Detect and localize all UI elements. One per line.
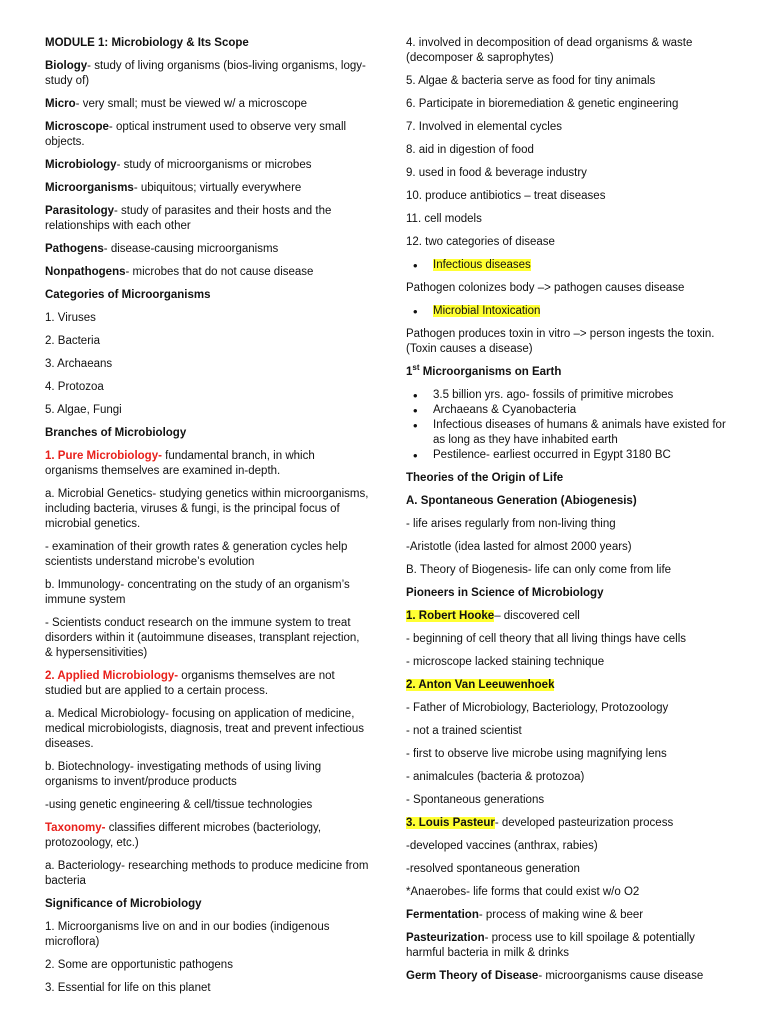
section-heading: Pioneers in Science of Microbiology <box>406 587 604 599</box>
list-item: 4. involved in decomposition of dead organisms & waste (decomposer & saprophytes) <box>406 37 693 64</box>
paragraph: B. Theory of Biogenesis- life can only come from life <box>406 564 672 576</box>
section-heading: Categories of Microorganisms <box>45 289 211 301</box>
paragraph: - animalcules (bacteria & protozoa) <box>406 771 585 783</box>
bullet-item: • Infectious diseases of humans & animals have existed for as long as they have inhabited earth <box>433 418 734 448</box>
term: Nonpathogens <box>45 266 126 278</box>
list-item: 8. aid in digestion of food <box>406 144 534 156</box>
definition <box>406 908 734 923</box>
module-title: MODULE 1: Microbiology & Its Scope <box>45 37 249 49</box>
bullet-item <box>433 258 734 273</box>
definition <box>406 969 734 984</box>
term: Microscope <box>45 121 109 133</box>
definition-text: - study of microorganisms or microbes <box>116 159 312 171</box>
paragraph: - Father of Microbiology, Bacteriology, Protozoology <box>406 702 669 714</box>
bullet-item: • 3.5 billion yrs. ago- fossils of primitive microbes <box>433 388 734 403</box>
term: Pathogens <box>45 243 104 255</box>
paragraph: - life arises regularly from non-living thing <box>406 518 616 530</box>
highlighted-label: Infectious diseases <box>433 259 531 271</box>
definition-text: - process of making wine & beer <box>478 909 644 921</box>
definition-text: - microbes that do not cause disease <box>125 266 314 278</box>
paragraph: -using genetic engineering & cell/tissue technologies <box>45 799 313 811</box>
list-item: 12. two categories of disease <box>406 236 555 248</box>
paragraph: Pathogen colonizes body –> pathogen causes disease <box>406 282 685 294</box>
section-heading: Theories of the Origin of Life <box>406 472 564 484</box>
definition <box>45 59 370 89</box>
definition-text: - process use to kill spoilage & potentially harmful bacteria in milk & drinks <box>406 932 695 959</box>
pioneer-heading <box>406 609 734 624</box>
branch-definition <box>45 669 370 699</box>
term: Parasitology <box>45 205 115 217</box>
list-item: 7. Involved in elemental cycles <box>406 121 562 133</box>
section-heading <box>406 365 734 380</box>
bullet-item: • Archaeans & Cyanobacteria <box>433 403 734 418</box>
paragraph: - microscope lacked staining technique <box>406 656 605 668</box>
branch-definition <box>45 821 370 851</box>
superscript: st <box>412 363 420 373</box>
bullet-item: • Pestilence- earliest occurred in Egypt 3180 BC <box>433 448 734 463</box>
definition-text: - optical instrument used to observe very small objects. <box>45 121 347 148</box>
branch-text: classifies different microbes (bacteriology, protozoology, etc.) <box>45 822 322 849</box>
term: Microorganisms <box>45 182 134 194</box>
paragraph: - Scientists conduct research on the immune system to treat disorders within it (autoimmune diseases, transplant rejection, & hypersensitivities) <box>45 617 360 659</box>
list-item: 11. cell models <box>406 213 482 225</box>
branch-text: fundamental branch, in which organisms themselves are examined in-depth. <box>45 450 315 477</box>
list-item: 3. Archaeans <box>45 358 113 370</box>
paragraph: b. Immunology- concentrating on the study of an organism’s immune system <box>45 579 350 606</box>
pioneer-name: 3. Louis Pasteur <box>406 817 495 829</box>
highlighted-label: Microbial Intoxication <box>433 305 541 317</box>
bullet-list <box>406 304 734 319</box>
paragraph: - Spontaneous generations <box>406 794 545 806</box>
term: Pasteurization <box>406 932 485 944</box>
definition-text: - microorganisms cause disease <box>538 970 704 982</box>
term: Biology <box>45 60 88 72</box>
list-item: 9. used in food & beverage industry <box>406 167 587 179</box>
definition <box>45 158 370 173</box>
definition <box>45 204 370 234</box>
branch-term: 2. Applied Microbiology- <box>45 670 179 682</box>
definition <box>45 97 370 112</box>
definition-text: - study of living organisms (bios-living organisms, logy-study of) <box>45 60 366 87</box>
branch-text: organisms themselves are not studied but are applied to a certain process. <box>45 670 335 697</box>
definition <box>45 181 370 196</box>
pioneer-name: 2. Anton Van Leeuwenhoek <box>406 679 555 691</box>
paragraph: a. Microbial Genetics- studying genetics within microorganisms, including bacteria, viruses & fungi, is the principal focus of microbial genetics. <box>45 488 369 530</box>
definition-text: - disease-causing microorganisms <box>103 243 279 255</box>
list-item: 2. Some are opportunistic pathogens <box>45 959 233 971</box>
list-item: 3. Essential for life on this planet <box>45 982 211 994</box>
branch-term: Taxonomy- <box>45 822 106 834</box>
paragraph: -Aristotle (idea lasted for almost 2000 years) <box>406 541 632 553</box>
section-heading: Branches of Microbiology <box>45 427 187 439</box>
paragraph: -developed vaccines (anthrax, rabies) <box>406 840 598 852</box>
pioneer-name: 1. Robert Hooke <box>406 610 495 622</box>
list-item: 5. Algae & bacteria serve as food for tiny animals <box>406 75 656 87</box>
list-item: 10. produce antibiotics – treat diseases <box>406 190 606 202</box>
definition <box>45 265 370 280</box>
paragraph: a. Medical Microbiology- focusing on application of medicine, medical microbiologists, diagnosis, treat and prevent infectious diseases. <box>45 708 364 750</box>
paragraph: - not a trained scientist <box>406 725 522 737</box>
term: Microbiology <box>45 159 117 171</box>
heading-number: 1 <box>406 366 413 378</box>
heading-text: Microorganisms on Earth <box>419 366 562 378</box>
left-column <box>45 36 370 1004</box>
definition <box>45 242 370 257</box>
right-column <box>406 36 734 992</box>
definition <box>406 931 734 961</box>
list-item: 6. Participate in bioremediation & genetic engineering <box>406 98 679 110</box>
paragraph: -resolved spontaneous generation <box>406 863 580 875</box>
branch-term: 1. Pure Microbiology- <box>45 450 162 462</box>
paragraph: *Anaerobes- life forms that could exist w/o O2 <box>406 886 640 898</box>
term: Fermentation <box>406 909 479 921</box>
pioneer-text: – discovered cell <box>494 610 580 622</box>
paragraph: - examination of their growth rates & generation cycles help scientists understand microbe’s evolution <box>45 541 348 568</box>
bullet-list <box>406 258 734 273</box>
pioneer-heading <box>406 678 734 693</box>
section-heading: Significance of Microbiology <box>45 898 202 910</box>
paragraph: - first to observe live microbe using magnifying lens <box>406 748 667 760</box>
term: Germ Theory of Disease <box>406 970 539 982</box>
subsection-heading: A. Spontaneous Generation (Abiogenesis) <box>406 495 637 507</box>
definition-text: - ubiquitous; virtually everywhere <box>133 182 302 194</box>
pioneer-heading <box>406 816 734 831</box>
definition-text: - very small; must be viewed w/ a microscope <box>75 98 308 110</box>
definition-text: - study of parasites and their hosts and the relationships with each other <box>45 205 332 232</box>
paragraph: a. Bacteriology- researching methods to produce medicine from bacteria <box>45 860 369 887</box>
definition <box>45 120 370 150</box>
term: Micro <box>45 98 76 110</box>
list-item: 4. Protozoa <box>45 381 104 393</box>
list-item: 1. Viruses <box>45 312 96 324</box>
paragraph: Pathogen produces toxin in vitro –> person ingests the toxin. (Toxin causes a disease) <box>406 328 715 355</box>
list-item: 5. Algae, Fungi <box>45 404 122 416</box>
paragraph: b. Biotechnology- investigating methods of using living organisms to invent/produce products <box>45 761 322 788</box>
bullet-item <box>433 304 734 319</box>
bullet-list <box>406 388 734 463</box>
branch-definition <box>45 449 370 479</box>
list-item: 2. Bacteria <box>45 335 100 347</box>
list-item: 1. Microorganisms live on and in our bodies (indigenous microflora) <box>45 921 330 948</box>
paragraph: - beginning of cell theory that all living things have cells <box>406 633 686 645</box>
pioneer-text: - developed pasteurization process <box>494 817 674 829</box>
